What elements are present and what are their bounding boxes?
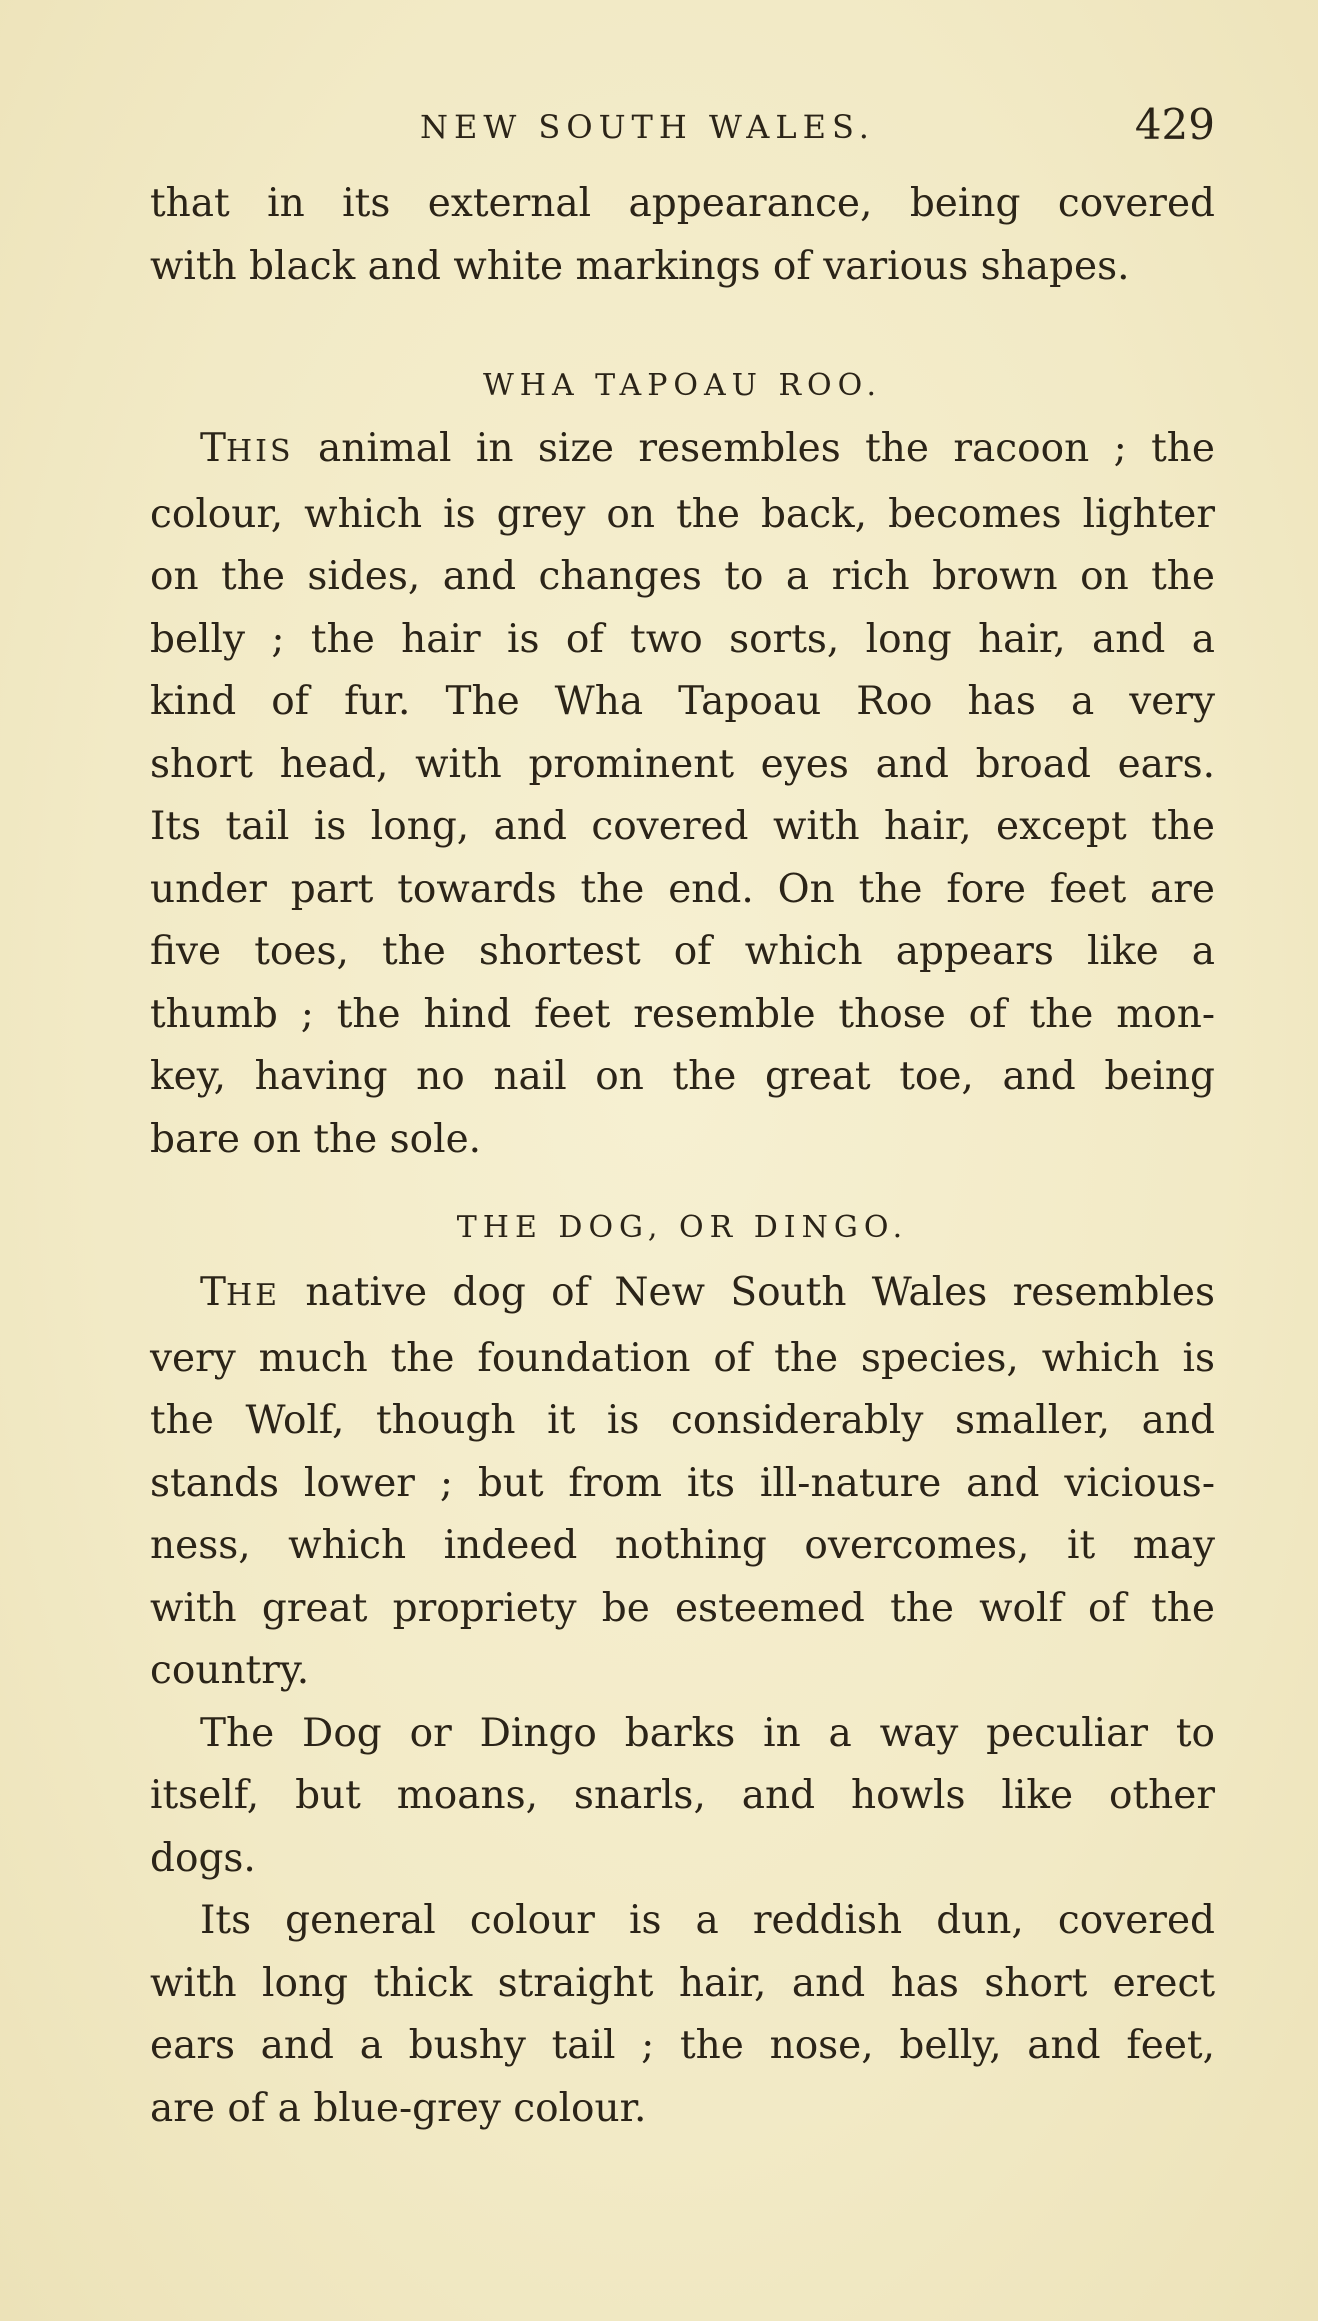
text-line: key, having no nail on the great toe, and being xyxy=(150,1054,1215,1099)
text-line: kind of fur. The Wha Tapoau Roo has a very xyxy=(150,679,1215,724)
text-line-first xyxy=(150,1262,1215,1328)
text-line: short head, with prominent eyes and broad ears. xyxy=(150,741,1215,787)
text-line: country. xyxy=(150,1648,310,1693)
text-line: five toes, the shortest of which appears like a xyxy=(150,929,1215,974)
initial-cap: T xyxy=(200,1270,227,1315)
text-line: colour, which is grey on the back, becomes lighter xyxy=(150,491,1215,537)
text-line: thumb ; the hind feet resemble those of the mon- xyxy=(150,991,1215,1037)
running-head: NEW SOUTH WALES. xyxy=(420,108,875,146)
text-line: ness, which indeed nothing overcomes, it may xyxy=(150,1523,1215,1568)
small-caps-word: HIS xyxy=(226,434,294,469)
section-title-wha-tapoau-roo: WHA TAPOAU ROO. xyxy=(482,368,883,403)
text-line: dogs. xyxy=(150,1835,256,1881)
text-line-first xyxy=(150,418,1215,484)
text-line: belly ; the hair is of two sorts, long hair, and a xyxy=(150,616,1215,662)
first-line-rest: animal in size resembles the racoon ; the xyxy=(293,426,1215,471)
text-line: under part towards the end. On the fore feet are xyxy=(150,866,1215,912)
first-line-rest: native dog of New South Wales resembles xyxy=(280,1270,1215,1315)
text-line: stands lower ; but from its ill-nature and vicious- xyxy=(150,1460,1215,1506)
text-line: ears and a bushy tail ; the nose, belly, and feet, xyxy=(150,2023,1215,2068)
section-dog-dingo-body xyxy=(150,1262,1215,2140)
page-number: 429 xyxy=(1134,100,1215,149)
text-line: bare on the sole. xyxy=(150,1116,482,1162)
text-line: on the sides, and changes to a rich brown on the xyxy=(150,554,1215,599)
text-line: the Wolf, though it is considerably smaller, and xyxy=(150,1398,1215,1443)
text-line: with black and white markings of various shapes. xyxy=(150,243,1130,289)
initial-cap: T xyxy=(200,426,227,471)
text-line: are of a blue-grey colour. xyxy=(150,2085,647,2131)
text-line: itself, but moans, snarls, and howls like other xyxy=(150,1773,1215,1818)
text-line: with great propriety be esteemed the wolf of the xyxy=(150,1585,1215,1631)
page-header xyxy=(150,100,1215,160)
text-line: Its general colour is a reddish dun, covered xyxy=(200,1898,1215,1943)
text-line: Its tail is long, and covered with hair, except the xyxy=(150,804,1215,849)
text-line: The Dog or Dingo barks in a way peculiar to xyxy=(200,1710,1215,1756)
section-wha-tapoau-roo-body xyxy=(150,418,1215,1171)
section-title-dog-dingo: THE DOG, OR DINGO. xyxy=(456,1210,909,1245)
text-line: with long thick straight hair, and has short erect xyxy=(150,1960,1215,2006)
text-line: very much the foundation of the species, which is xyxy=(150,1335,1215,1381)
intro-paragraph xyxy=(150,173,1215,298)
text-line: that in its external appearance, being covered xyxy=(150,181,1215,226)
small-caps-word: HE xyxy=(226,1278,281,1313)
